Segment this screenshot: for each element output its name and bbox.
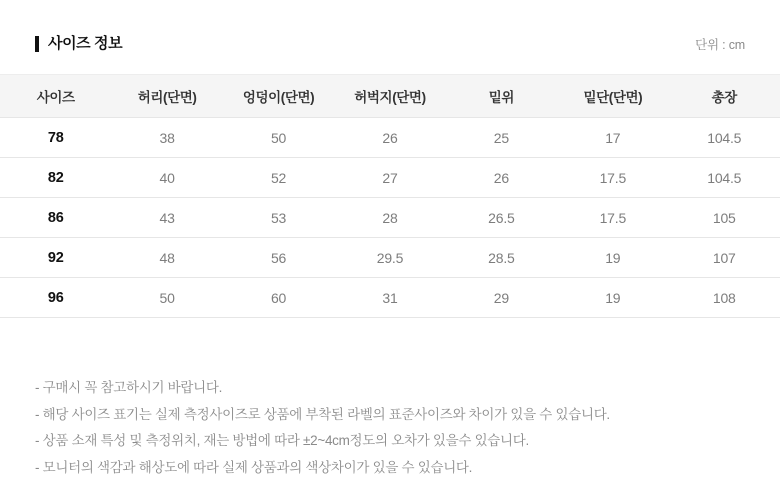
notes-list [0, 375, 780, 481]
measurement-cell: 25 [446, 118, 557, 158]
size-cell: 96 [0, 278, 111, 318]
measurement-cell: 50 [223, 118, 334, 158]
note-item: - 상품 소재 특성 및 측정위치, 재는 방법에 따라 ±2~4cm정도의 오차가 있을수 있습니다. [35, 433, 529, 448]
measurement-cell: 53 [223, 198, 334, 238]
column-header: 사이즈 [0, 75, 111, 118]
size-table-body [0, 118, 780, 318]
column-header: 밑단(단면) [557, 75, 668, 118]
table-header-row [0, 75, 780, 118]
table-row [0, 278, 780, 318]
note-item: - 모니터의 색감과 해상도에 따라 실제 상품과의 색상차이가 있을 수 있습니다. [35, 459, 473, 475]
measurement-cell: 17 [557, 118, 668, 158]
measurement-cell: 28 [334, 198, 445, 238]
measurement-cell: 104.5 [669, 118, 780, 158]
note-item: - 해당 사이즈 표기는 실제 측정사이즈로 상품에 부착된 라벨의 표준사이즈와 차이가 있을 수 있습니다. [35, 406, 610, 422]
measurement-cell: 60 [223, 278, 334, 318]
measurement-cell: 26 [334, 118, 445, 158]
measurement-cell: 19 [557, 278, 668, 318]
table-row [0, 158, 780, 198]
column-header: 허리(단면) [111, 75, 222, 118]
section-header [0, 0, 780, 53]
measurement-cell: 28.5 [446, 238, 557, 278]
column-header: 엉덩이(단면) [223, 75, 334, 118]
measurement-cell: 29.5 [334, 238, 445, 278]
measurement-cell: 19 [557, 238, 668, 278]
table-row [0, 198, 780, 238]
column-header: 허벅지(단면) [334, 75, 445, 118]
table-row [0, 118, 780, 158]
note-item: - 구매시 꼭 참고하시기 바랍니다. [35, 380, 223, 395]
column-header: 밑위 [446, 75, 557, 118]
measurement-cell: 56 [223, 238, 334, 278]
size-cell: 92 [0, 238, 111, 278]
size-cell: 86 [0, 198, 111, 238]
measurement-cell: 108 [669, 278, 780, 318]
title-accent-bar [35, 36, 39, 52]
column-header: 총장 [669, 75, 780, 118]
measurement-cell: 43 [111, 198, 222, 238]
measurement-cell: 104.5 [669, 158, 780, 198]
measurement-cell: 17.5 [557, 198, 668, 238]
measurement-cell: 27 [334, 158, 445, 198]
size-cell: 82 [0, 158, 111, 198]
section-title-text: 사이즈 정보 [48, 35, 123, 52]
unit-label: 단위 : cm [695, 37, 745, 52]
measurement-cell: 107 [669, 238, 780, 278]
measurement-cell: 105 [669, 198, 780, 238]
measurement-cell: 17.5 [557, 158, 668, 198]
size-table-head [0, 75, 780, 118]
measurement-cell: 48 [111, 238, 222, 278]
measurement-cell: 52 [223, 158, 334, 198]
size-table [0, 74, 780, 318]
size-cell: 78 [0, 118, 111, 158]
measurement-cell: 26.5 [446, 198, 557, 238]
measurement-cell: 29 [446, 278, 557, 318]
table-row [0, 238, 780, 278]
measurement-cell: 31 [334, 278, 445, 318]
measurement-cell: 50 [111, 278, 222, 318]
measurement-cell: 40 [111, 158, 222, 198]
measurement-cell: 38 [111, 118, 222, 158]
measurement-cell: 26 [446, 158, 557, 198]
section-title [35, 36, 122, 52]
